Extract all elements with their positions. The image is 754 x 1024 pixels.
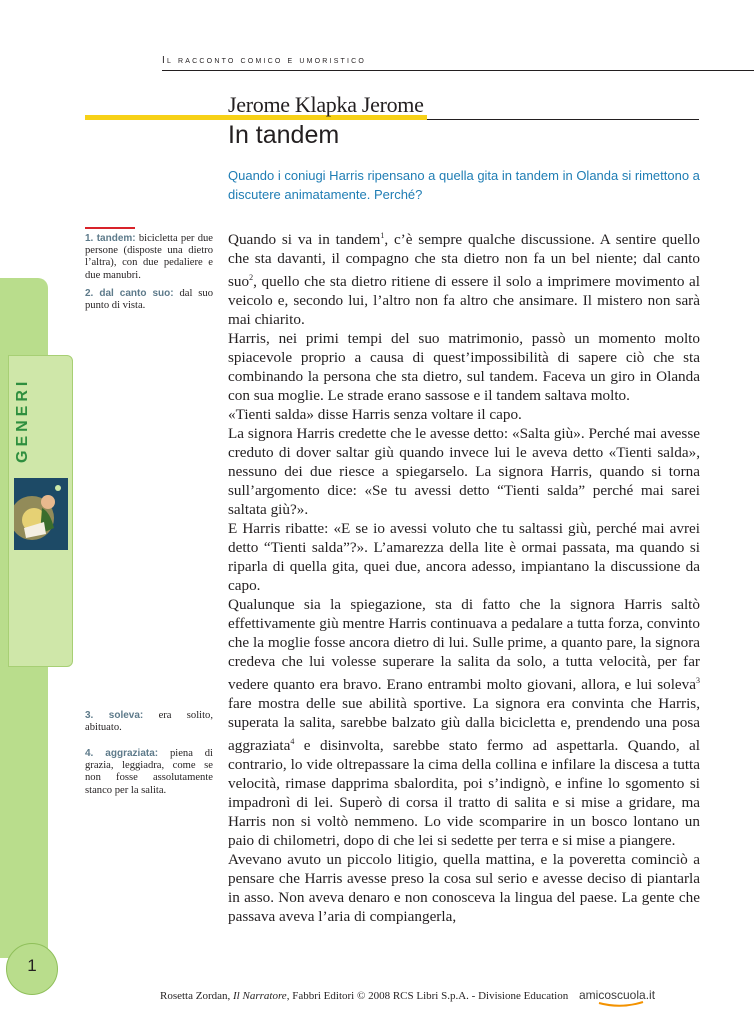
paragraph: «Tienti salda» disse Harris senza voltare il capo. (228, 406, 522, 424)
footer-credit: Rosetta Zordan, Il Narratore, Fabbri Editori © 2008 RCS Libri S.p.A. - Divisione Education (160, 990, 569, 1002)
brand-swoosh-icon (598, 1001, 644, 1007)
brand-logo[interactable]: amicoscuola.it (579, 988, 656, 1002)
header-rule (162, 70, 754, 71)
note-3 (85, 710, 213, 734)
author-rule (427, 119, 699, 120)
note-text: dal suo punto di vista. (85, 288, 213, 312)
note-text: era solito, abituato. (85, 710, 213, 734)
note-term: 4. aggraziata: (85, 748, 159, 759)
intro-question: Quando i coniugi Harris ripensano a quella gita in tandem in Olanda si rimettono a discutere animatamente. Perché? (228, 168, 700, 202)
note-text: piena di grazia, leggiadra, come se non fosse assolutamente stanco per la salita. (85, 748, 213, 796)
note-text: bicicletta per due persone (disposte una dietro l’altra), con due pedaliere e due manubri. (85, 233, 213, 281)
paragraph: Quando si va in tandem$^1$, c’è sempre qualche discussione. A sentire quello che sta davanti, il compagno che sta dietro non fa un bel niente; dal canto suo$^2$, quello che sta dietro ritiene di essere il solo a imprimere movimento al veicolo e, secondo lui, l’altro non fa altro che ansimare. Il mistero non sarà mai chiarito. (228, 231, 700, 329)
reading-child-icon (14, 478, 68, 550)
note-term: 3. soleva: (85, 710, 144, 721)
notes-rule (85, 227, 135, 229)
running-head: Il racconto comico e umoristico (162, 55, 367, 66)
page-title: In tandem (228, 121, 340, 149)
note-4 (85, 748, 213, 797)
paragraph: Qualunque sia la spiegazione, sta di fatto che la signora Harris saltò effettivamente giù mentre Harris continuava a pedalare a tutta forza, convinto che la moglie fosse ancora dietro di lui. Sulle prime, a quanto pare, la signora credeva che lui volesse superare la salita da solo, a tutta velocità, per far vedere quanto era bravo. Erano entrambi molto giovani, allora, e lui soleva$^3$ fare mostra delle sue abilità sportive. La signora era convinta che Harris, superata la salita, sarebbe balzato giù dalla bicicletta e, prendendo una posa aggraziata$^4$ e disinvolta, sarebbe stato fermo ad aspettarla. Quando, al contrario, lo vide oltrepassare la cima della collina e infilare la discesa a tutta velocità, rimase dapprima sbalordita, poi s’indignò, e infine lo sgomento si impadronì di lei. Superò di corsa il tratto di salita e si mise a gridare, ma Harris non si voltò nemmeno. Lo vide scomparire in un bosco lontano un paio di chilometri, dopo di che lei si sedette per terra e si mise a piangere. (228, 596, 700, 850)
paragraph: E Harris ribatte: «E se io avessi voluto che tu saltassi giù, perché mai avrei detto “Tienti salda”?». L’amarezza della lite è ormai passata, ma quando si riparla di quella gita, quei due, ancora adesso, impiantano la discussione da capo. (228, 520, 700, 595)
note-1 (85, 233, 213, 282)
note-2 (85, 288, 213, 312)
page-number: 1 (27, 956, 37, 975)
paragraph: Avevano avuto un piccolo litigio, quella mattina, e la poveretta cominciò a pensare che Harris avesse preso la cosa sul serio e avesse deciso di piantarla in asso. Non aveva denaro e non conosceva la lingua del paese. La gente che passava aveva l’aria di compiangerla, (228, 851, 700, 926)
paragraph: Harris, nei primi tempi del suo matrimonio, passò un momento molto spiacevole proprio a causa di quest’impossibilità di sapere ciò che sta combinando la persona che sta dietro, sul tandem. Faceva un giro in Olanda con sua moglie. Le strade erano sassose e il tandem saltava molto. (228, 330, 700, 405)
paragraph: La signora Harris credette che le avesse detto: «Salta giù». Perché mai avesse creduto di dover saltar giù quando invece lui le aveva detto «Tienti salda», nessuno dei due riesce a spiegarselo. La signora Harris, quando si torna sull’argomento dice: «Se tu avessi detto “Tienti salda” perché mai sarei saltata giù?». (228, 425, 700, 519)
note-term: 2. dal canto suo: (85, 288, 174, 299)
story-text (228, 226, 700, 926)
side-tab-label: GENERI (14, 377, 31, 463)
author-name: Jerome Klapka Jerome (228, 92, 424, 117)
note-term: 1. tandem: (85, 233, 136, 244)
